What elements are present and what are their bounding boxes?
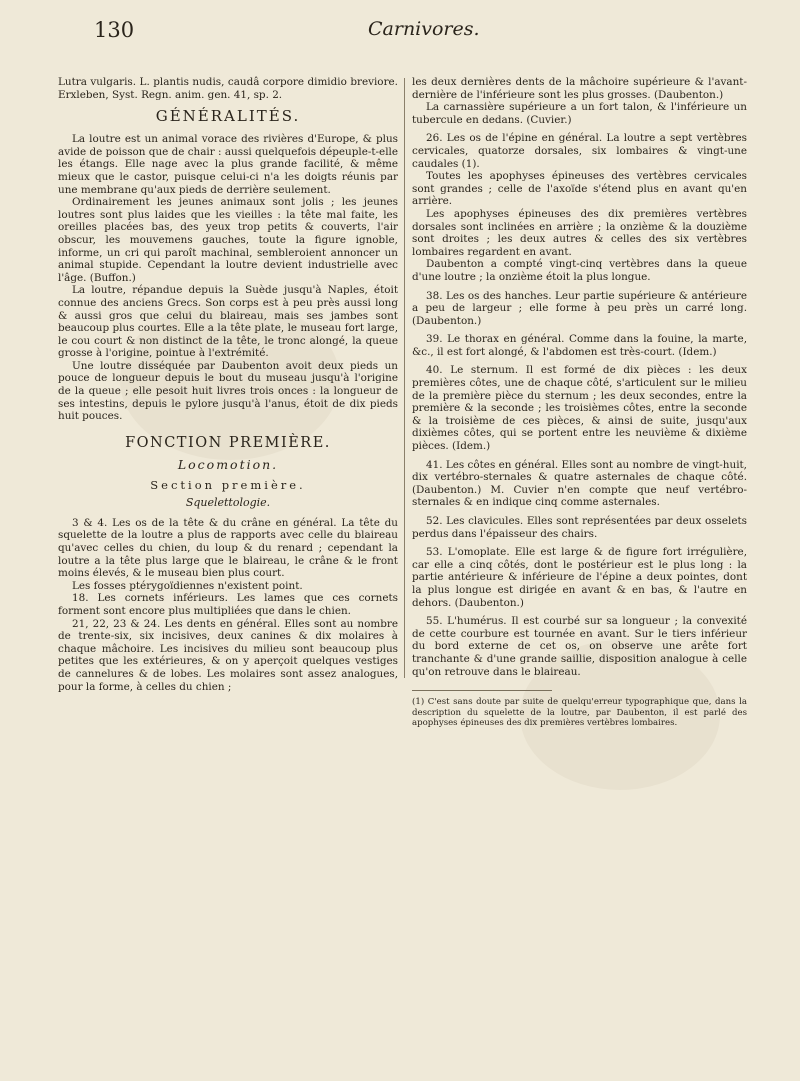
page-number: 130 [94, 18, 135, 42]
running-title: Carnivores. [368, 18, 480, 40]
paragraph: 21, 22, 23 & 24. Les dents en général. Elles sont au nombre de trente-six, six incisives, deux canines & dix molaires à chaque mâchoire. Les incisives du milieu sont beaucoup plus petites que les extérieures, & on y aperçoit quelques vestiges de cannelures & de lobes. Les molaires sont assez analogues, pour la forme, à celles du chien ; [58, 617, 398, 693]
paragraph: 39. Le thorax en général. Comme dans la fouine, la marte, &c., il est fort alongé, & l'abdomen est très-court. (Idem.) [412, 333, 747, 358]
paragraph: 53. L'omoplate. Elle est large & de figure fort irrégulière, car elle a cinq côtés, dont le postérieur est le plus long : la partie antérieure & inférieure de l'épine a deux pointes, dont la plus longue est dirigée en avant & en bas, & l'autre en dehors. (Daubenton.) [412, 546, 747, 609]
column-rule [404, 78, 405, 678]
paragraph: Daubenton a compté vingt-cinq vertèbres dans la queue d'une loutre ; la onzième étoit la plus longue. [412, 258, 747, 283]
running-header [0, 10, 800, 50]
sq-title: Squelettologie. [185, 495, 271, 509]
paragraph: 40. Le sternum. Il est formé de dix pièces : les deux premières côtes, une de chaque côté, s'articulent sur le milieu de la première pièce du sternum ; les deux secondes, entre la première & la seconde ; les troisièmes côtes, entre la seconde & la troisième de ces pièces, & ainsi de suite, jusqu'aux dixièmes côtes, qui se portent entre les neuvième & dixième pièces. (Idem.) [412, 364, 747, 453]
paragraph: 18. Les cornets inférieurs. Les lames que ces cornets forment sont encore plus multipliées que dans le chien. [58, 592, 398, 617]
sect-title: Section première. [150, 477, 306, 492]
paragraph: La loutre est un animal vorace des rivières d'Europe, & plus avide de poisson que de chair : aussi quelquefois dépeuple-t-elle les étangs. Elle nage avec la plus grande facilité, & même mieux que le castor, puisque celui-ci n'a les doigts réunis par une membrane qu'aux pieds de derrière seulement. [58, 133, 398, 196]
h2-title: FONCTION PREMIÈRE. [125, 434, 331, 451]
sub-title: Locomotion. [177, 456, 279, 472]
right-column [412, 76, 747, 729]
paragraph: 38. Les os des hanches. Leur partie supérieure & antérieure a peu de largeur ; elle forme à peu près un carré long. (Daubenton.) [412, 289, 747, 327]
paragraph: La loutre, répandue depuis la Suède jusqu'à Naples, étoit connue des anciens Grecs. Son corps est à peu près aussi long & aussi gros que celui du blaireau, mais ses jambes sont beaucoup plus courtes. Elle a la tête plate, le museau fort large, le cou court & non distinct de la tête, le tronc alongé, la queue grosse à l'origine, pointue à l'extrémité. [58, 284, 398, 360]
paragraph: 3 & 4. Les os de la tête & du crâne en général. La tête du squelette de la loutre a plus de rapports avec celle du blaireau qu'avec celles du chien, du loup & du renard ; cependant la loutre a la tête plus large que le blaireau, le crâne & le front moins élevés, & le museau bien plus court. [58, 516, 398, 580]
paragraph: Ordinairement les jeunes animaux sont jolis ; les jeunes loutres sont plus laides que les vieilles : la tête mal faite, les oreilles placées bas, des yeux trop petits & couverts, l'air obscur, les mouvemens gauches, toute la figure ignoble, informe, un cri qui paroît machinal, sembleroient annoncer un animal stupide. Cependant la loutre devient industrielle avec l'âge. (Buffon.) [58, 196, 398, 284]
footnote: (1) C'est sans doute par suite de quelqu'erreur typographique que, dans la description du squelette de la loutre, par Daubenton, il est parlé des apophyses épineuses des dix premières vertèbres lombaires. [412, 697, 747, 729]
paragraph: 41. Les côtes en général. Elles sont au nombre de vingt-huit, dix vertébro-sternales & quatre asternales de chaque côté. (Daubenton.) M. Cuvier n'en compte que neuf vertébro-sternales & en indique cinq comme asternales. [412, 458, 747, 509]
paragraph: La carnassière supérieure a un fort talon, & l'inférieure un tubercule en dedans. (Cuvier.) [412, 101, 747, 126]
paragraph: Les apophyses épineuses des dix premières vertèbres dorsales sont inclinées en arrière ; la onzième & la douzième sont droites ; les deux autres & celles des six vertèbres lombaires regardent en avant. [412, 207, 747, 258]
heading-title: GÉNÉRALITÉS. [155, 107, 301, 126]
paragraph: 55. L'humérus. Il est courbé sur sa longueur ; la convexité de cette courbure est tournée en avant. Sur le tiers inférieur du bord externe de cet os, on observe une arête fort tranchante & d'une grande saillie, disposition analogue à celle qu'on retrouve dans le blaireau. [412, 615, 747, 678]
right-column-body [412, 76, 747, 678]
left-column [58, 76, 398, 693]
paragraph: Toutes les apophyses épineuses des vertèbres cervicales sont grandes ; celle de l'axoïde s'étend plus en avant qu'en arrière. [412, 170, 747, 208]
paragraph: les deux dernières dents de la mâchoire supérieure & l'avant-dernière de l'inférieure sont les plus grosses. (Daubenton.) [412, 76, 747, 101]
paragraph: Les fosses ptérygoïdiennes n'existent point. [72, 579, 303, 592]
paragraph: 26. Les os de l'épine en général. La loutre a sept vertèbres cervicales, quatorze dorsales, six lombaires & vingt-une caudales (1). [412, 132, 747, 170]
paragraph: Une loutre disséquée par Daubenton avoit deux pieds un pouce de longueur depuis le bout du museau jusqu'à l'origine de la queue ; elle pesoit huit livres trois onces : la longueur de ses intestins, depuis le pylore jusqu'à l'anus, étoit de dix pieds huit pouces. [58, 359, 398, 423]
footnote-rule [412, 690, 552, 691]
paragraph: 52. Les clavicules. Elles sont représentées par deux osselets perdus dans l'épaisseur des chairs. [412, 515, 747, 540]
paragraph: Lutra vulgaris. L. plantis nudis, caudâ corpore dimidio breviore. Erxleben, Syst. Regn. anim. gen. 41, sp. 2. [58, 76, 398, 101]
